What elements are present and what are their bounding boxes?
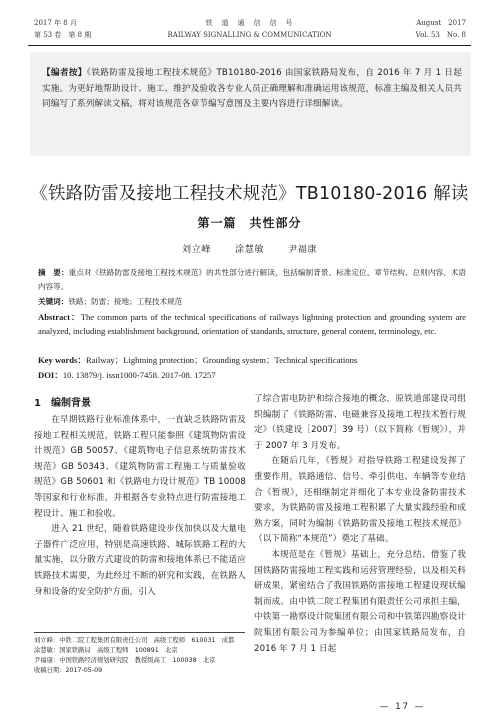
body-paragraph: 本规范是在《暂规》基础上，充分总结、借鉴了我国铁路防雷接地工程实践和运营管理经验，以及相关科研成果，紧密结合了我国铁路防雷接地工程建设现状编制而成。由中铁二院工程集团有限责任公司承担主编，中铁第一勘察设计院集团有限公司和中铁第四勘察设计院集团有限公司为参编单位；由国家铁路局发布，自 2016 年 7 月 1 日起 [254, 549, 466, 654]
header-date-cn: 2017 年 8 月 [34, 19, 77, 27]
keywords-cn-label: 关键词： [38, 297, 69, 306]
footnote-line: 刘立峰：中铁二院工程集团有限责任公司 高级工程师 610031 成都 [34, 637, 235, 644]
right-column [254, 392, 466, 657]
abstract-cn-label: 摘 要： [38, 268, 69, 277]
body-paragraph: 在早期铁路行业标准体系中，一直缺乏铁路防雷及接地工程相关规范，铁路工程只能参照《建筑物防雷设计规范》GB 50057、《建筑物电子信息系统防雷技术规范》GB 50343、《建筑物防雷工程施工与质量验收规范》GB 50601 和《铁路电力设计规范》TB 10008 等国家和行业标准，并根据各专业特点进行防雷接地工程设计、施工和验收。 [34, 415, 246, 519]
author-name: 涂慧敏 [234, 244, 265, 255]
author-list [0, 243, 499, 257]
header-journal-en: RAILWAY SIGNALLING & COMMUNICATION [167, 31, 332, 39]
keywords-cn-text: 铁路；防雷；接地；工程技术规范 [68, 297, 183, 306]
footnote-line: 涂慧敏：国家铁路局 高级工程师 100891 北京 [34, 647, 178, 654]
abstract-en [38, 310, 466, 339]
abstract-cn [38, 266, 466, 295]
author-footnote [34, 636, 249, 676]
body-paragraph: 在随后几年，《暂规》对指导铁路工程建设发挥了重要作用，铁路通信、信号、牵引供电、车辆等专业结合《暂规》，还相继制定并细化了本专业设备防雷技术要求，为铁路防雷及接地工程积累了大量实践经验和成熟方案，同时为编制《铁路防雷及接地工程技术规范》（以下简称“本规范”）奠定了基础。 [254, 456, 466, 545]
doi-label: DOI： [38, 370, 63, 380]
body-paragraph: 进入 21 世纪，随着铁路建设步伐加快以及大量电子器件广泛应用，特别是高速铁路、城际铁路工程的大量实施，以分散方式建设的防雷和接地体系已不能适应铁路技术需要，为此经过不断的研究和实践，在铁路人身和设备的安全防护方面，引入 [34, 524, 246, 597]
editor-note-label: 【编者按】 [42, 68, 87, 78]
doi-text: 10. 13879/j. issn1000-7458. 2017-08. 17257 [62, 370, 216, 380]
footnote-line: 收稿日期：2017-05-09 [34, 667, 103, 674]
footnote-rule [34, 632, 245, 633]
abstract-cn-text: 重点对《铁路防雷及接地工程技术规范》的共性部分进行解读，包括编制背景、标准定位、章节结构、总则内容、术语内容等。 [38, 268, 466, 292]
header-journal-cn: 铁 道 通 信 信 号 [205, 19, 294, 27]
editor-note-text: 《铁路防雷及接地工程技术规范》TB10180-2016 由国家铁路局发布，自 2016 年 7 月 1 日起实施。为更好地帮助设计、施工、维护及验收各专业人员正确理解和准确运用该规范，标准主编及相关人员共同编写了系列解读文稿，将对该规范各章节编写意图及主要内容进行详细解读。 [42, 68, 462, 110]
article-title: 《铁路防雷及接地工程技术规范》TB10180-2016 解读 [30, 184, 469, 204]
left-column [34, 413, 246, 600]
doi [38, 368, 466, 382]
keywords-en [38, 353, 466, 367]
keywords-en-text: Railway；Lightning protection；Grounding system；Technical specifications [85, 355, 358, 365]
header-rule [28, 45, 471, 46]
editor-note [42, 66, 462, 113]
header-volume-cn: 第 53 卷 第 8 期 [34, 31, 92, 39]
article-subtitle: 第一篇 共性部分 [197, 216, 302, 230]
keywords-cn [38, 295, 466, 309]
abstract-en-label: Abstract： [38, 312, 81, 322]
author-name: 尹福康 [288, 244, 318, 255]
page-number: — 17 — [380, 702, 426, 712]
abstract-en-text: The common parts of the technical specifications of railways lightning protection and grounding system are analyzed, including establishment background, orientation of standards, structure, general content, terminology, etc. [38, 312, 466, 337]
header-date-en: August 2017 [416, 19, 466, 27]
footnote-line: 尹福康：中国铁路经济规划研究院 教授级高工 100038 北京 [34, 657, 216, 664]
author-name: 刘立峰 [181, 244, 211, 255]
header-volume-en: Vol. 53 No. 8 [415, 31, 466, 39]
keywords-en-label: Key words： [38, 355, 86, 365]
body-paragraph: 了综合雷电防护和综合接地的概念，原铁道部建设司组织编制了《铁路防雷、电磁兼容及接地工程技术暂行规定》（铁建设［2007］39 号）（以下简称《暂规》），并于 2007 年 3 月发布。 [254, 394, 466, 451]
section-heading: 1 编制背景 [34, 398, 91, 409]
